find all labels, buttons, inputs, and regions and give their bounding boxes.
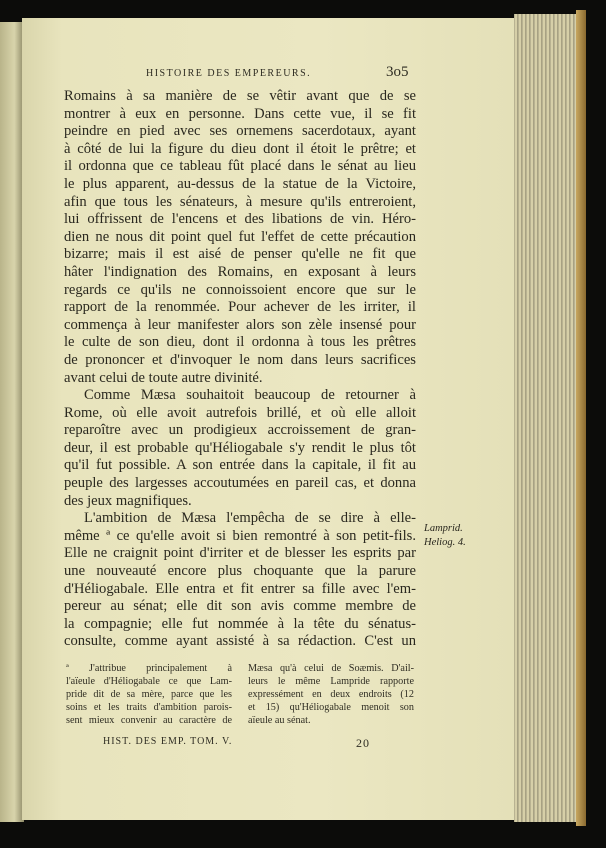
signature-number: 20 — [356, 736, 370, 750]
footnote-line: pride dit de sa mère, parce que les — [66, 689, 232, 700]
footnote-line: expressément en deux endroits (12 — [248, 689, 414, 700]
text-line: une nouveauté encore plus choquante que la parure — [64, 563, 416, 580]
text-line: peindre en pied avec ses ornemens sacerdotaux, ayant — [64, 123, 416, 140]
running-header: HISTOIRE DES EMPEREURS. — [146, 68, 312, 79]
text-line: de prononcer et d'invoquer le nom dans leurs sacrifices — [64, 351, 416, 368]
text-line: bizarre; mais il est aisé de penser qu'elle ne fit que — [64, 246, 416, 263]
footnote-line: et 15) qu'Héliogabale menoit son — [248, 702, 414, 713]
margin-note-line: Lamprid. — [424, 523, 463, 534]
page-block-edges — [514, 14, 580, 822]
text-line: consulte, comme ayant assisté à sa rédaction. C'est un — [64, 633, 416, 650]
text-line: Comme Mæsa souhaitoit beaucoup de retourner à — [84, 387, 416, 404]
text-line: Romains à sa manière de se vêtir avant que de se — [64, 88, 416, 104]
footnote-line: l'aïeule d'Héliogabale ce que Lam- — [66, 676, 232, 687]
text-line: dien ne nous dit point quel fut l'effet de cette précaution — [64, 228, 416, 245]
text-line: le culte de son dieu, dont il ordonna à tous les prêtres — [64, 334, 416, 351]
margin-note — [424, 522, 466, 550]
footnote-line: aïeule au sénat. — [248, 715, 311, 726]
text-line: il ordonna que ce tableau fût placé dans le sénat au lieu — [64, 158, 416, 175]
text-line: L'ambition de Mæsa l'empêcha de se dire à elle- — [84, 510, 416, 527]
footnote-line: Mæsa qu'à celui de Soæmis. D'ail- — [248, 663, 414, 674]
text-line: avant celui de toute autre divinité. — [64, 369, 263, 386]
text-line: qu'il fut possible. A son entrée dans la capitale, il fit au — [64, 457, 416, 474]
footnote-line: ª J'attribue principalement à — [66, 663, 232, 674]
text-line: Rome, où elle avoit autrefois brillé, et où elle alloit — [64, 404, 416, 421]
text-line: reparoître avec un prodigieux accroissement de gran- — [64, 422, 416, 439]
footnote-line: sent mieux convenir au caractère de — [66, 715, 232, 726]
text-line: hâter l'indignation des Romains, en exposant à leurs — [64, 263, 416, 280]
text-line: rapport de la renommée. Pour achever de les irriter, il — [64, 299, 416, 316]
text-line: montrer à eux en personne. Dans cette vue, il se fit — [64, 105, 416, 122]
facing-page-edge — [0, 22, 24, 822]
footnote-line: leurs le même Lampride rapporte — [248, 676, 414, 687]
text-line: la compagnie; elle fut nommée à la tête du sénatus- — [64, 615, 416, 632]
book-cover-edge — [576, 10, 586, 826]
text-line: commença à leur manifester alors son zèle insensé pour — [64, 316, 416, 333]
text-line: des jeux magnifiques. — [64, 492, 192, 509]
text-line: deur, il est probable qu'Héliogabale s'y rendit le plus tôt — [64, 439, 416, 456]
footnote-column-left — [66, 662, 232, 727]
margin-note-line: Heliog. 4. — [424, 537, 466, 548]
text-line: peuple des largesses accoutumées en pareil cas, et donna — [64, 475, 416, 492]
text-line: le plus apparent, au-dessus de la statue de la Victoire, — [64, 175, 416, 192]
text-line: pereur au sénat; elle dit son avis comme membre de — [64, 598, 416, 615]
text-line: à côté de lui la figure du dieu dont il étoit le prêtre; et — [64, 140, 416, 157]
footnote-column-right — [248, 662, 414, 727]
text-line: lui offrissent de l'encens et des libations de vin. Héro- — [64, 211, 416, 228]
text-line: regards ce qu'ils ne connoissoient encore que sur le — [64, 281, 416, 298]
body-text — [64, 88, 416, 651]
text-line: d'Héliogabale. Elle entra et fit entrer sa fille avec l'em- — [64, 580, 416, 597]
page-number: 3o5 — [386, 64, 409, 80]
text-line: Elle ne craignit point d'irriter et de blesser les esprits par — [64, 545, 416, 562]
text-line: afin que tous les sénateurs, à mesure qu'ils entreroient, — [64, 193, 416, 210]
footnote-line: soins et les traits d'ambition parois- — [66, 702, 232, 713]
text-line: même ª ce qu'elle avoit si bien remontré à son petit-fils. — [64, 527, 416, 544]
signature-mark: HIST. DES EMP. TOM. V. — [103, 736, 233, 747]
